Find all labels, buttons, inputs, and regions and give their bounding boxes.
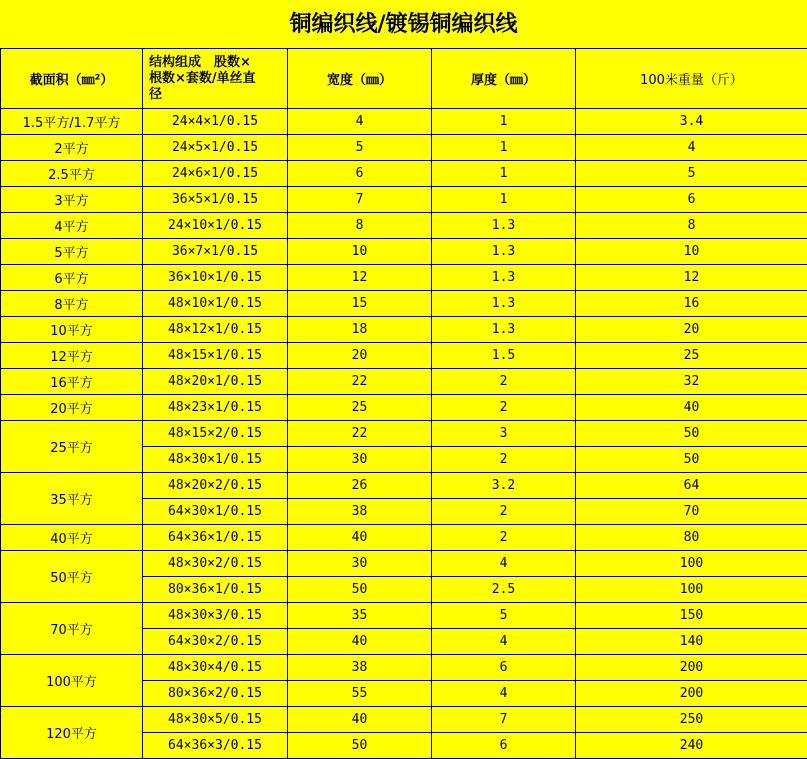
cell-structure[interactable]: 24×5×1/0.15 — [143, 135, 288, 161]
cell-area[interactable]: 8平方 — [1, 291, 143, 317]
cell-weight[interactable]: 100 — [576, 551, 807, 577]
cell-structure[interactable]: 48×23×1/0.15 — [143, 395, 288, 421]
spec-table — [0, 48, 807, 759]
cell-weight[interactable]: 50 — [576, 447, 807, 473]
cell-width[interactable]: 8 — [288, 213, 432, 239]
cell-width[interactable]: 50 — [288, 577, 432, 603]
cell-structure[interactable]: 64×36×1/0.15 — [143, 525, 288, 551]
cell-weight[interactable]: 250 — [576, 707, 807, 733]
table-row — [1, 421, 807, 447]
cell-thickness[interactable]: 2 — [432, 447, 576, 473]
cell-weight[interactable]: 100 — [576, 577, 807, 603]
cell-thickness[interactable]: 7 — [432, 707, 576, 733]
cell-thickness[interactable]: 3.2 — [432, 473, 576, 499]
cell-weight[interactable]: 200 — [576, 681, 807, 707]
cell-area[interactable]: 16平方 — [1, 369, 143, 395]
cell-area[interactable]: 6平方 — [1, 265, 143, 291]
table-row — [1, 395, 807, 421]
cell-structure[interactable]: 36×5×1/0.15 — [143, 187, 288, 213]
cell-width[interactable]: 30 — [288, 447, 432, 473]
cell-width[interactable]: 26 — [288, 473, 432, 499]
cell-thickness[interactable]: 3 — [432, 421, 576, 447]
cell-structure[interactable]: 36×7×1/0.15 — [143, 239, 288, 265]
cell-thickness[interactable]: 1 — [432, 187, 576, 213]
cell-thickness[interactable]: 1.5 — [432, 343, 576, 369]
cell-area[interactable]: 120平方 — [1, 707, 143, 759]
cell-area[interactable]: 40平方 — [1, 525, 143, 551]
cell-width[interactable]: 25 — [288, 395, 432, 421]
cell-structure[interactable]: 64×30×1/0.15 — [143, 499, 288, 525]
table-row — [1, 551, 807, 577]
cell-width[interactable]: 40 — [288, 525, 432, 551]
header-area[interactable]: 截面积（㎜²） — [1, 49, 143, 109]
cell-structure[interactable]: 48×20×1/0.15 — [143, 369, 288, 395]
cell-area[interactable]: 25平方 — [1, 421, 143, 473]
cell-structure[interactable]: 64×30×2/0.15 — [143, 629, 288, 655]
cell-width[interactable]: 35 — [288, 603, 432, 629]
cell-thickness[interactable]: 5 — [432, 603, 576, 629]
cell-structure[interactable]: 36×10×1/0.15 — [143, 265, 288, 291]
table-row — [1, 473, 807, 499]
cell-width[interactable]: 50 — [288, 733, 432, 759]
cell-width[interactable]: 15 — [288, 291, 432, 317]
table-row — [1, 135, 807, 161]
table-row — [1, 265, 807, 291]
cell-area[interactable]: 12平方 — [1, 343, 143, 369]
cell-area[interactable]: 70平方 — [1, 603, 143, 655]
cell-weight[interactable]: 4 — [576, 135, 807, 161]
cell-thickness[interactable]: 6 — [432, 655, 576, 681]
table-row — [1, 239, 807, 265]
cell-structure[interactable]: 48×30×1/0.15 — [143, 447, 288, 473]
cell-thickness[interactable]: 6 — [432, 733, 576, 759]
table-row — [1, 187, 807, 213]
cell-structure[interactable]: 48×30×4/0.15 — [143, 655, 288, 681]
table-row — [1, 213, 807, 239]
cell-structure[interactable]: 48×30×5/0.15 — [143, 707, 288, 733]
cell-width[interactable]: 12 — [288, 265, 432, 291]
cell-thickness[interactable]: 1 — [432, 161, 576, 187]
cell-structure[interactable]: 24×10×1/0.15 — [143, 213, 288, 239]
header-structure[interactable]: 结构组成 股数× 根数×套数/单丝直 径 — [143, 49, 288, 109]
cell-thickness[interactable]: 2 — [432, 499, 576, 525]
table-row — [1, 525, 807, 551]
cell-area[interactable]: 1.5平方/1.7平方 — [1, 109, 143, 135]
cell-structure[interactable]: 24×4×1/0.15 — [143, 109, 288, 135]
cell-thickness[interactable]: 4 — [432, 629, 576, 655]
cell-weight[interactable]: 70 — [576, 499, 807, 525]
table-body — [1, 109, 807, 759]
cell-area[interactable]: 3平方 — [1, 187, 143, 213]
cell-weight[interactable]: 240 — [576, 733, 807, 759]
cell-weight[interactable]: 32 — [576, 369, 807, 395]
table-row — [1, 291, 807, 317]
cell-weight[interactable]: 150 — [576, 603, 807, 629]
cell-structure[interactable]: 48×30×3/0.15 — [143, 603, 288, 629]
cell-thickness[interactable]: 4 — [432, 681, 576, 707]
cell-thickness[interactable]: 2.5 — [432, 577, 576, 603]
cell-width[interactable]: 6 — [288, 161, 432, 187]
cell-structure[interactable]: 48×15×2/0.15 — [143, 421, 288, 447]
table-row — [1, 369, 807, 395]
cell-thickness[interactable]: 2 — [432, 525, 576, 551]
header-row — [1, 49, 807, 109]
cell-weight[interactable]: 64 — [576, 473, 807, 499]
cell-area[interactable]: 2.5平方 — [1, 161, 143, 187]
cell-weight[interactable]: 8 — [576, 213, 807, 239]
cell-thickness[interactable]: 2 — [432, 395, 576, 421]
cell-width[interactable]: 38 — [288, 499, 432, 525]
cell-width[interactable]: 40 — [288, 707, 432, 733]
cell-width[interactable]: 18 — [288, 317, 432, 343]
cell-width[interactable]: 38 — [288, 655, 432, 681]
cell-thickness[interactable]: 1.3 — [432, 291, 576, 317]
cell-structure[interactable]: 24×6×1/0.15 — [143, 161, 288, 187]
cell-weight[interactable]: 12 — [576, 265, 807, 291]
cell-area[interactable]: 35平方 — [1, 473, 143, 525]
cell-width[interactable]: 7 — [288, 187, 432, 213]
table-title: 铜编织线/镀锡铜编织线 — [0, 0, 807, 49]
cell-width[interactable]: 40 — [288, 629, 432, 655]
cell-weight[interactable]: 10 — [576, 239, 807, 265]
cell-thickness[interactable]: 1 — [432, 109, 576, 135]
cell-thickness[interactable]: 1.3 — [432, 317, 576, 343]
cell-weight[interactable]: 140 — [576, 629, 807, 655]
cell-structure[interactable]: 64×36×3/0.15 — [143, 733, 288, 759]
cell-thickness[interactable]: 1.3 — [432, 239, 576, 265]
cell-width[interactable]: 55 — [288, 681, 432, 707]
cell-width[interactable]: 5 — [288, 135, 432, 161]
cell-area[interactable]: 4平方 — [1, 213, 143, 239]
table-row — [1, 161, 807, 187]
cell-area[interactable]: 100平方 — [1, 655, 143, 707]
cell-width[interactable]: 22 — [288, 369, 432, 395]
cell-width[interactable]: 22 — [288, 421, 432, 447]
cell-area[interactable]: 2平方 — [1, 135, 143, 161]
cell-area[interactable]: 50平方 — [1, 551, 143, 603]
header-thickness[interactable]: 厚度（㎜） — [432, 49, 576, 109]
cell-width[interactable]: 10 — [288, 239, 432, 265]
cell-structure[interactable]: 48×10×1/0.15 — [143, 291, 288, 317]
table-row — [1, 655, 807, 681]
header-width[interactable]: 宽度（㎜） — [288, 49, 432, 109]
cell-thickness[interactable]: 1 — [432, 135, 576, 161]
table-row — [1, 343, 807, 369]
cell-weight[interactable]: 16 — [576, 291, 807, 317]
cell-weight[interactable]: 6 — [576, 187, 807, 213]
cell-structure[interactable]: 48×15×1/0.15 — [143, 343, 288, 369]
cell-area[interactable]: 20平方 — [1, 395, 143, 421]
cell-thickness[interactable]: 4 — [432, 551, 576, 577]
cell-structure[interactable]: 48×20×2/0.15 — [143, 473, 288, 499]
table-row — [1, 109, 807, 135]
cell-width[interactable]: 20 — [288, 343, 432, 369]
cell-weight[interactable]: 5 — [576, 161, 807, 187]
cell-structure[interactable]: 48×30×2/0.15 — [143, 551, 288, 577]
cell-weight[interactable]: 3.4 — [576, 109, 807, 135]
table-row — [1, 707, 807, 733]
cell-weight[interactable]: 40 — [576, 395, 807, 421]
cell-width[interactable]: 30 — [288, 551, 432, 577]
cell-weight[interactable]: 25 — [576, 343, 807, 369]
header-weight[interactable]: 100米重量（斤） — [576, 49, 807, 109]
cell-thickness[interactable]: 1.3 — [432, 213, 576, 239]
cell-weight[interactable]: 200 — [576, 655, 807, 681]
table-row — [1, 317, 807, 343]
cell-weight[interactable]: 20 — [576, 317, 807, 343]
cell-structure[interactable]: 48×12×1/0.15 — [143, 317, 288, 343]
cell-area[interactable]: 10平方 — [1, 317, 143, 343]
cell-weight[interactable]: 80 — [576, 525, 807, 551]
cell-structure[interactable]: 80×36×2/0.15 — [143, 681, 288, 707]
cell-thickness[interactable]: 1.3 — [432, 265, 576, 291]
cell-width[interactable]: 4 — [288, 109, 432, 135]
cell-area[interactable]: 5平方 — [1, 239, 143, 265]
cell-structure[interactable]: 80×36×1/0.15 — [143, 577, 288, 603]
cell-thickness[interactable]: 2 — [432, 369, 576, 395]
table-row — [1, 603, 807, 629]
cell-weight[interactable]: 50 — [576, 421, 807, 447]
